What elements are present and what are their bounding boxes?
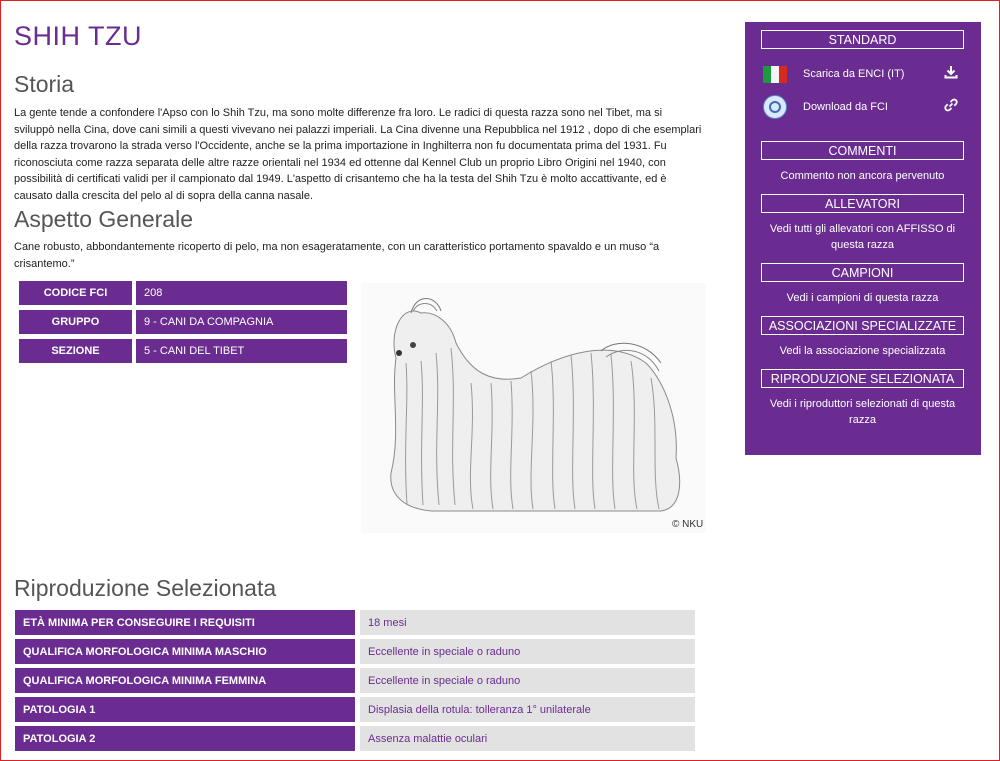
row-value: Eccellente in speciale o raduno [360, 639, 695, 664]
info-key: GRUPPO [19, 310, 132, 334]
storia-text: La gente tende a confondere l'Apso con lo Shih Tzu, ma sono molte differenze fra loro. Le radici di questa razza sono nel Tibet, ma si sviluppò nella Cina, dove cani simili a questi vivevano nei palazzi imperiali. La Cina divenne una Repubblica nel 1912 , dopo di che esemplari della razza trovarono la strada verso l'Occidente, anche se la prima importazione in Inghilterra non fu documentata prima del 1931. Fu riconosciuta come razza separata delle altre razze orientali nel 1934 ed ottenne dal Kennel Club un proprio Libro Origini nel 1940, con possibilità di certificati validi per il campionato dal 1949. L'aspetto di crisantemo che ha la testa del Shih Tzu è molto accattivante, ed è causato dalla crescita del pelo al di sopra della canna nasale. [14, 107, 702, 202]
commenti-text: Commento non ancora pervenuto [780, 170, 945, 182]
storia-heading: Storia [14, 71, 75, 97]
dog-illustration [361, 283, 706, 533]
row-key: ETÀ MINIMA PER CONSEGUIRE I REQUISITI [15, 610, 355, 635]
info-value: 208 [136, 281, 347, 305]
image-credit: © NKU [672, 519, 704, 530]
associazioni-heading: ASSOCIAZIONI SPECIALIZZATE [761, 316, 964, 335]
info-key: CODICE FCI [19, 281, 132, 305]
info-key: SEZIONE [19, 339, 132, 363]
row-key: QUALIFICA MORFOLOGICA MINIMA MASCHIO [15, 639, 355, 664]
row-key: QUALIFICA MORFOLOGICA MINIMA FEMMINA [15, 668, 355, 693]
riproduttori-link[interactable]: Vedi i riproduttori selezionati di questa razza [769, 398, 956, 426]
row-key: PATOLOGIA 2 [15, 726, 355, 751]
info-value: 5 - CANI DEL TIBET [136, 339, 347, 363]
associazioni-link[interactable]: Vedi la associazione specializzata [779, 345, 946, 357]
enci-download-link[interactable] [761, 63, 966, 87]
enci-download-label: Scarica da ENCI (IT) [803, 68, 905, 80]
riproduzione-sidebar-heading: RIPRODUZIONE SELEZIONATA [761, 369, 964, 388]
campioni-link[interactable]: Vedi i campioni di questa razza [786, 292, 939, 304]
aspetto-heading: Aspetto Generale [14, 206, 194, 232]
campioni-heading: CAMPIONI [761, 263, 964, 282]
row-value: Displasia della rotula: tolleranza 1° unilaterale [360, 697, 695, 722]
fci-download-label: Download da FCI [803, 101, 888, 113]
row-key: PATOLOGIA 1 [15, 697, 355, 722]
info-value: 9 - CANI DA COMPAGNIA [136, 310, 347, 334]
page-title: SHIH TZU [14, 21, 143, 51]
allevatori-link[interactable]: Vedi tutti gli allevatori con AFFISSO di questa razza [769, 223, 956, 251]
fci-logo-icon [763, 95, 787, 119]
aspetto-text: Cane robusto, abbondantemente ricoperto di pelo, ma non esageratamente, con un caratteristico portamento spavaldo e un muso “a crisantemo.” [14, 241, 660, 270]
allevatori-heading: ALLEVATORI [761, 194, 964, 213]
download-icon[interactable] [944, 65, 958, 79]
sidebar [745, 22, 981, 455]
link-icon[interactable] [944, 98, 958, 112]
riproduzione-heading: Riproduzione Selezionata [14, 575, 277, 601]
commenti-heading: COMMENTI [761, 141, 964, 160]
standard-heading: STANDARD [761, 30, 964, 49]
row-value: Eccellente in speciale o raduno [360, 668, 695, 693]
row-value: 18 mesi [360, 610, 695, 635]
fci-download-link[interactable] [761, 96, 966, 120]
row-value: Assenza malattie oculari [360, 726, 695, 751]
italy-flag-icon [763, 66, 787, 83]
